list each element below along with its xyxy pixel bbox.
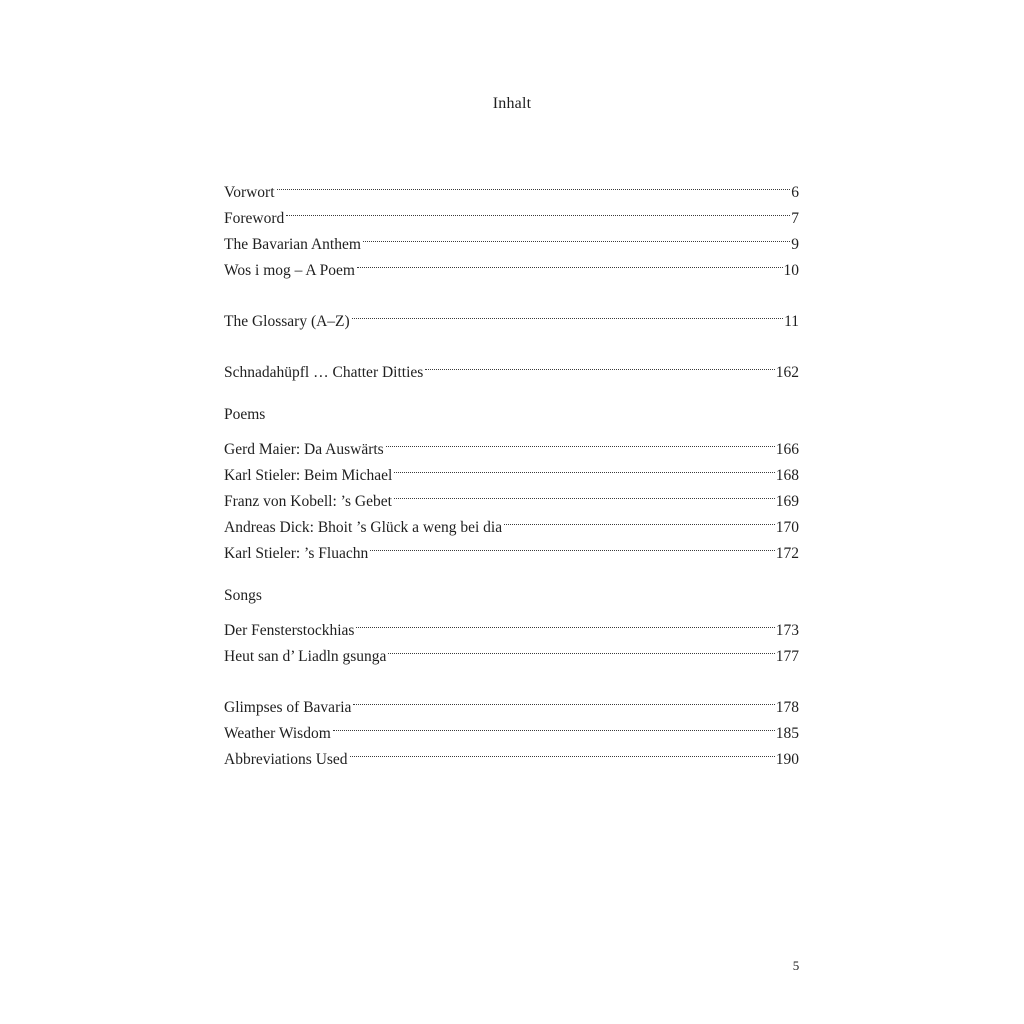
- table-of-contents: [224, 171, 799, 789]
- dot-leader: [425, 351, 774, 377]
- toc-entry-page: 162: [775, 364, 799, 381]
- toc-entry-label: Karl Stieler: Beim Michael: [224, 467, 393, 484]
- toc-entry[interactable]: [224, 351, 799, 381]
- toc-entry-label: Franz von Kobell: ’s Gebet: [224, 493, 392, 510]
- toc-entry-page: 166: [775, 441, 799, 458]
- toc-entry-page: 177: [775, 648, 799, 665]
- toc-section: [224, 583, 799, 665]
- toc-entry-label: Karl Stieler: ’s Fluachn: [224, 545, 369, 562]
- page-number: 5: [792, 958, 800, 973]
- toc-entry-label: Heut san d’ Liadln gsunga: [224, 648, 387, 665]
- dot-leader: [388, 635, 774, 661]
- toc-entry-label: Gerd Maier: Da Auswärts: [224, 441, 384, 458]
- dot-leader: [277, 171, 791, 197]
- toc-section: [224, 686, 799, 768]
- toc-section-heading: Poems: [224, 406, 266, 423]
- toc-entry-label: Foreword: [224, 210, 285, 227]
- toc-entry[interactable]: [224, 609, 799, 639]
- dot-leader: [394, 454, 774, 480]
- toc-entry-page: 185: [775, 725, 799, 742]
- dot-leader: [286, 197, 790, 223]
- toc-entry-page: 170: [775, 519, 799, 536]
- toc-section-heading: Songs: [224, 587, 262, 604]
- toc-entry[interactable]: [224, 223, 799, 253]
- dot-leader: [504, 506, 775, 532]
- toc-entry[interactable]: [224, 300, 799, 330]
- toc-entry-page: 168: [775, 467, 799, 484]
- toc-entry-page: 173: [775, 622, 799, 639]
- toc-entry-label: Andreas Dick: Bhoit ’s Glück a weng bei dia: [224, 519, 503, 536]
- toc-entry-label: The Glossary (A–Z): [224, 313, 350, 330]
- dot-leader: [394, 480, 775, 506]
- toc-entry-label: Glimpses of Bavaria: [224, 699, 352, 716]
- toc-entry[interactable]: [224, 197, 799, 227]
- toc-entry-page: 172: [775, 545, 799, 562]
- toc-entry-page: 10: [783, 262, 799, 279]
- toc-entry-page: 190: [775, 751, 799, 768]
- toc-entry[interactable]: [224, 686, 799, 716]
- toc-entry-page: 178: [775, 699, 799, 716]
- dot-leader: [370, 532, 775, 558]
- dot-leader: [352, 300, 783, 326]
- toc-entry[interactable]: [224, 428, 799, 458]
- toc-entry-page: 169: [775, 493, 799, 510]
- toc-section: [224, 300, 799, 330]
- toc-entry-label: Weather Wisdom: [224, 725, 331, 742]
- toc-entry-page: 7: [791, 210, 799, 227]
- toc-entry-label: Der Fensterstockhias: [224, 622, 355, 639]
- toc-entry-page: 11: [784, 313, 799, 330]
- dot-leader: [350, 738, 775, 764]
- dot-leader: [363, 223, 790, 249]
- toc-entry-label: Vorwort: [224, 184, 275, 201]
- toc-entry-page: 9: [791, 236, 799, 253]
- toc-entry[interactable]: [224, 171, 799, 201]
- toc-entry-label: Wos i mog – A Poem: [224, 262, 355, 279]
- toc-section: [224, 171, 799, 279]
- toc-section: [224, 402, 799, 562]
- toc-entry-label: Abbreviations Used: [224, 751, 348, 768]
- toc-entry-page: 6: [791, 184, 799, 201]
- toc-entry-label: The Bavarian Anthem: [224, 236, 361, 253]
- toc-section: [224, 351, 799, 381]
- page-title: Inhalt: [492, 95, 532, 112]
- dot-leader: [333, 712, 775, 738]
- dot-leader: [357, 249, 783, 275]
- toc-entry-label: Schnadahüpfl … Chatter Ditties: [224, 364, 424, 381]
- dot-leader: [356, 609, 774, 635]
- dot-leader: [386, 428, 775, 454]
- dot-leader: [353, 686, 774, 712]
